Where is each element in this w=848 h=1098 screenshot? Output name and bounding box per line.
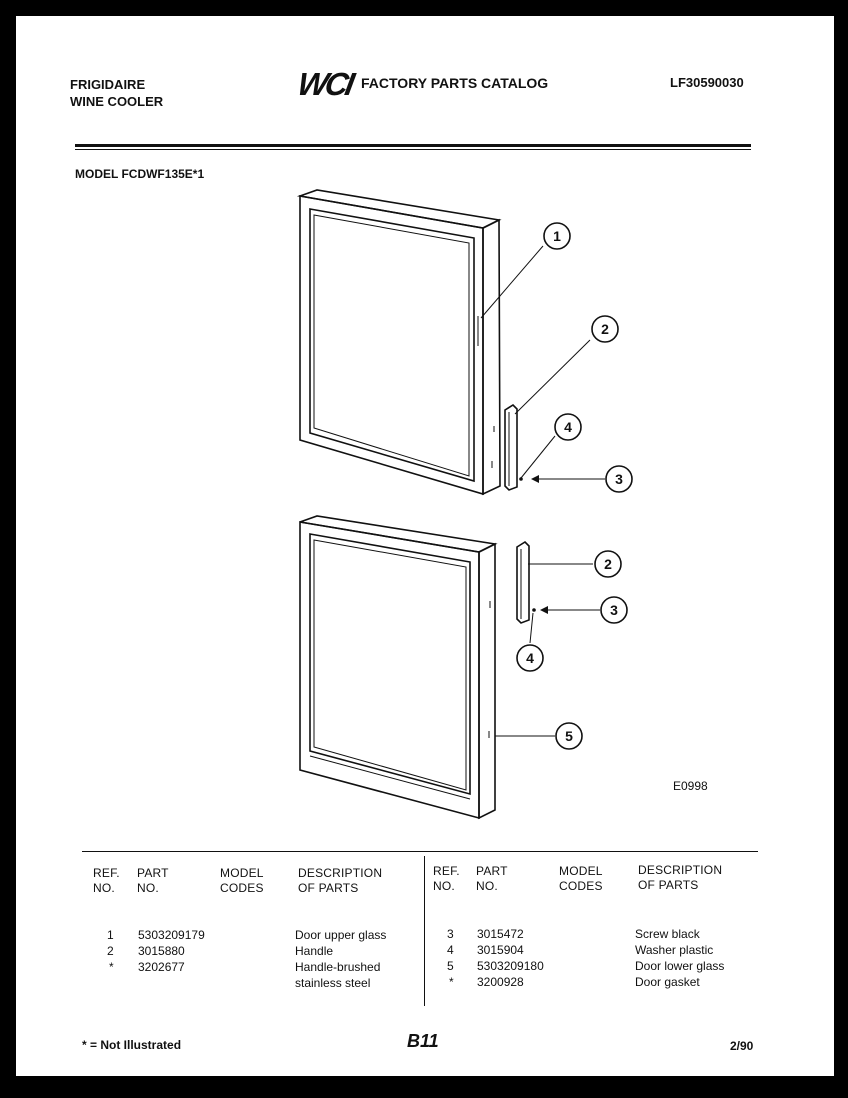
header-ref-left: REF. NO. [93, 866, 120, 895]
right-row-4-part: 3200928 [477, 975, 524, 989]
callout-1: 1 [553, 228, 561, 244]
right-row-4-ref: * [449, 975, 454, 989]
left-row-1-desc: Door upper glass [295, 928, 387, 942]
catalog-sheet [16, 16, 834, 1076]
revision-date: 2/90 [730, 1039, 754, 1053]
upper-door-drawing [300, 190, 500, 494]
callout-4-upper: 4 [564, 419, 572, 435]
right-row-4-desc: Door gasket [635, 975, 700, 989]
left-row-1-part: 5303209179 [138, 928, 205, 942]
table-divider [424, 856, 425, 1006]
left-row-2-ref: 2 [107, 944, 114, 958]
left-row-4-desc: stainless steel [295, 976, 371, 990]
header-model-right: MODEL CODES [559, 864, 603, 893]
not-illustrated-note: * = Not Illustrated [82, 1038, 182, 1052]
brand-line-2: WINE COOLER [70, 94, 164, 109]
right-row-2-desc: Washer plastic [635, 943, 714, 957]
left-row-1-ref: 1 [107, 928, 114, 942]
header-desc-right: DESCRIPTION OF PARTS [638, 863, 723, 892]
right-row-1-ref: 3 [447, 927, 454, 941]
exploded-diagram [16, 16, 834, 846]
page-number: B11 [407, 1031, 439, 1051]
left-row-3-part: 3202677 [138, 960, 185, 974]
right-row-3-part: 5303209180 [477, 959, 544, 973]
right-row-1-desc: Screw black [635, 927, 700, 941]
brand-line-1: FRIGIDAIRE [70, 77, 146, 92]
header-part-right: PART NO. [476, 864, 508, 893]
left-row-3-desc: Handle-brushed [295, 960, 381, 974]
header-part-left: PART NO. [137, 866, 169, 895]
header-ref-right: REF. NO. [433, 864, 460, 893]
catalog-number: LF30590030 [670, 75, 744, 90]
right-row-2-ref: 4 [447, 943, 454, 957]
right-row-3-ref: 5 [447, 959, 454, 973]
upper-handle-drawing [505, 405, 517, 490]
lower-door-drawing [300, 516, 495, 818]
right-row-3-desc: Door lower glass [635, 959, 725, 973]
callout-5: 5 [565, 728, 573, 744]
drawing-code: E0998 [673, 779, 708, 793]
callout-3-lower: 3 [610, 602, 618, 618]
catalog-title: FACTORY PARTS CATALOG [361, 75, 549, 91]
table-top-rule [82, 851, 758, 852]
left-row-3-ref: * [109, 960, 114, 974]
left-row-2-part: 3015880 [138, 944, 185, 958]
header-model-left: MODEL CODES [220, 866, 264, 895]
wci-logo: WCI [294, 66, 355, 102]
callout-4-lower: 4 [526, 650, 534, 666]
header-desc-left: DESCRIPTION OF PARTS [298, 866, 383, 895]
right-row-1-part: 3015472 [477, 927, 524, 941]
model-label: MODEL FCDWF135E*1 [75, 167, 205, 181]
callout-3-upper: 3 [615, 471, 623, 487]
callout-2-lower: 2 [604, 556, 612, 572]
right-row-2-part: 3015904 [477, 943, 524, 957]
lower-handle-drawing [517, 542, 529, 623]
left-row-2-desc: Handle [295, 944, 334, 958]
callout-2-upper: 2 [601, 321, 609, 337]
